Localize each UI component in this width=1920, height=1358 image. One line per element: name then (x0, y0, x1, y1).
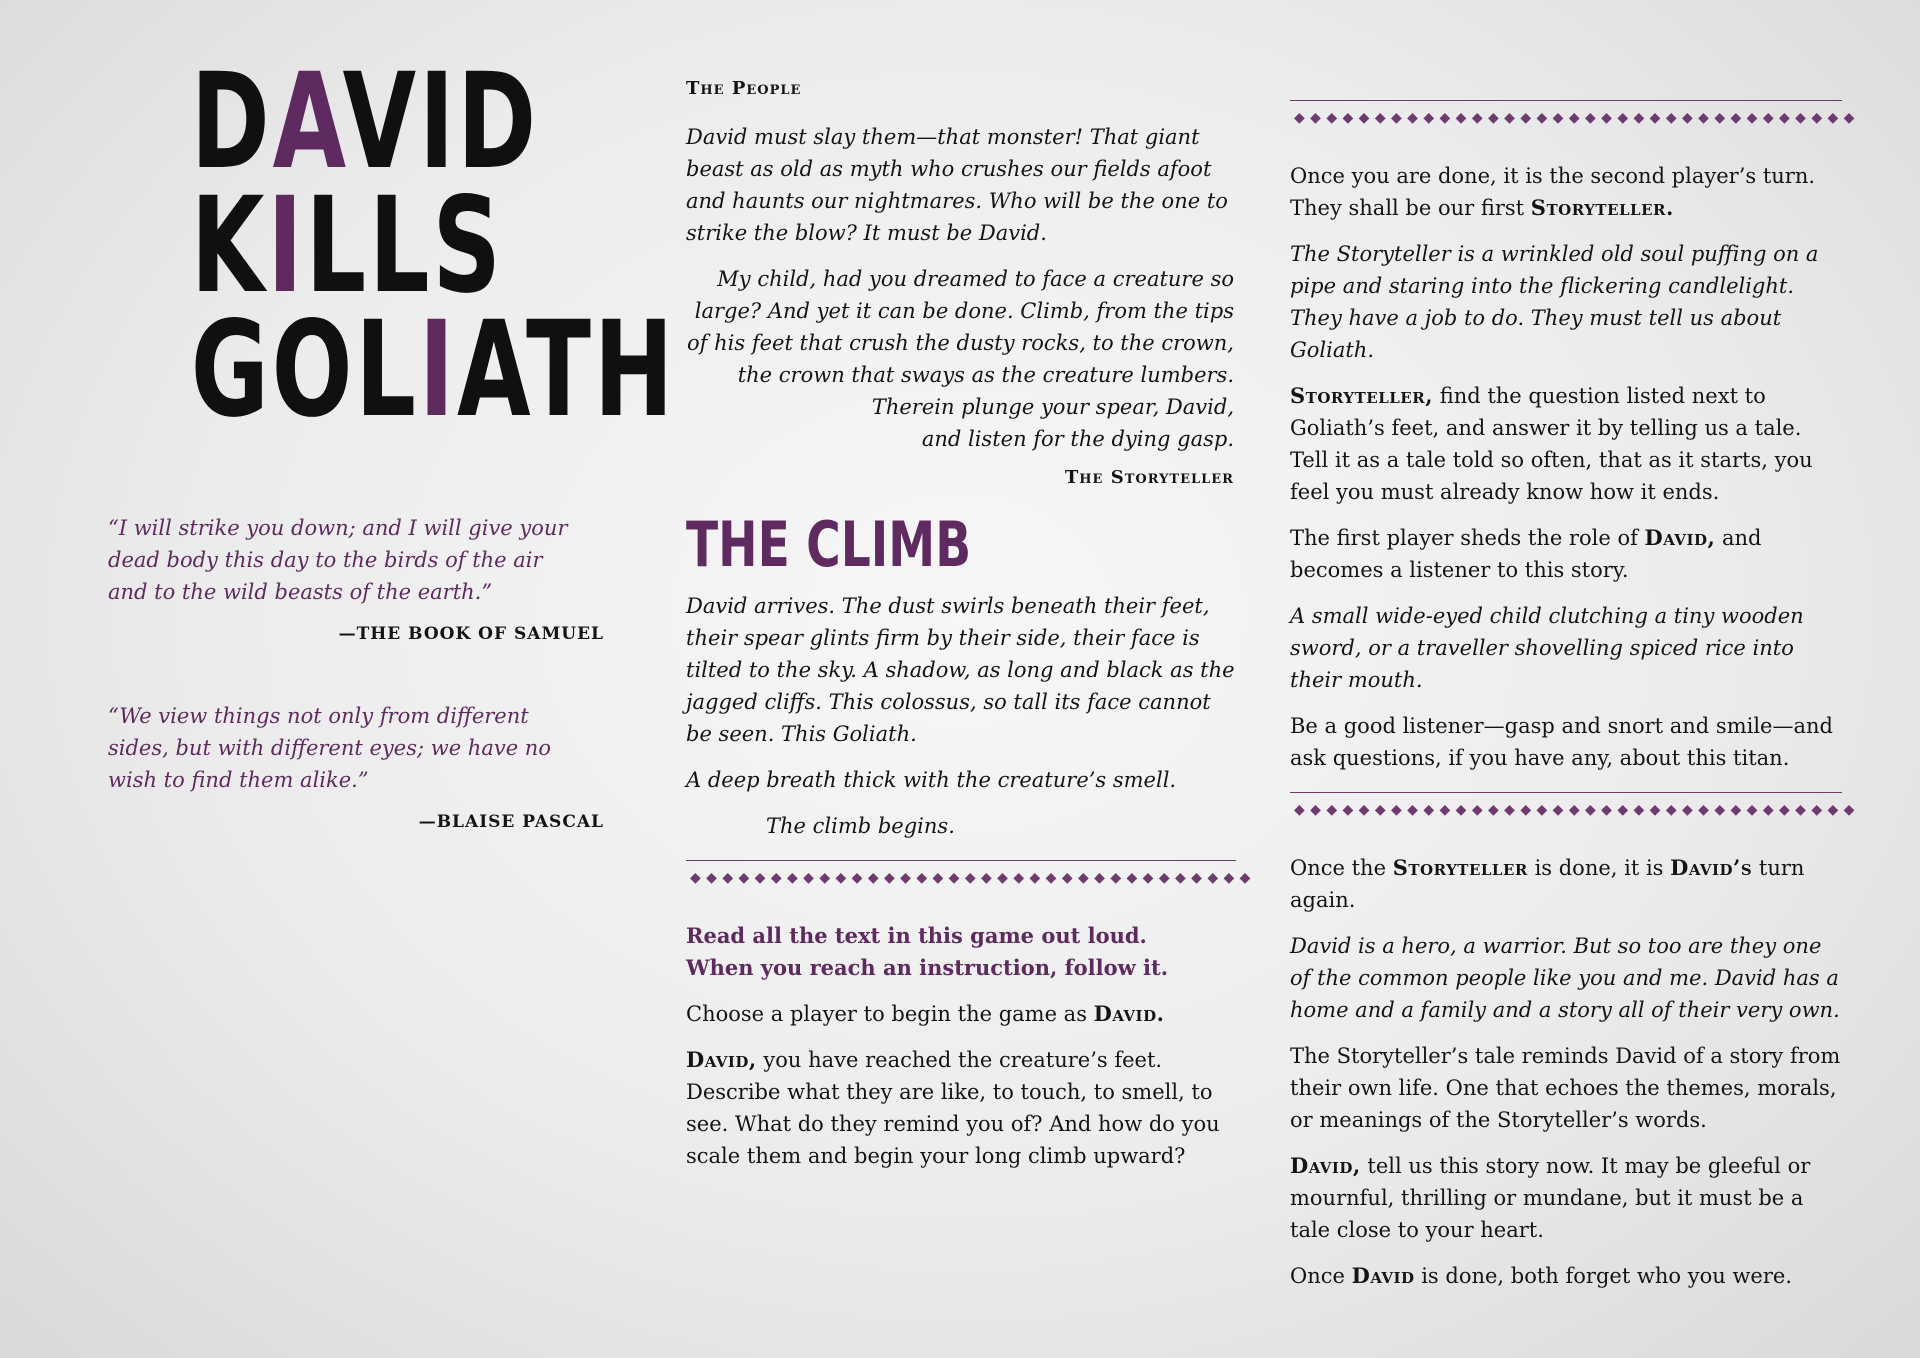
storyteller-instruction: Storyteller, find the question listed next to Goliath’s feet, and answer it by telling us a tale. Tell it as a tale told so often, that as it starts, you feel you must already know how it ends. (1290, 383, 1813, 504)
section-title-climb: THE CLIMB (686, 508, 972, 581)
feet-paragraph: David, you have reached the creature’s feet. Describe what they are like, to touch, to smell, to see. What do they remind you of? And how do you scale them and begin your long climb upward? (686, 1047, 1220, 1168)
divider-rule (1290, 792, 1842, 793)
epigraph-quote-samuel: “I will strike you down; and I will give your dead body this day to the birds of the air and to the wild beasts of the earth.” (108, 516, 568, 604)
instruction-line: Read all the text in this game out loud. (686, 923, 1147, 948)
divider-rule (686, 860, 1236, 861)
breath-paragraph: A deep breath thick with the creature’s smell. (686, 768, 1177, 792)
climb-paragraph: David arrives. The dust swirls beneath their feet, their spear glints firm by their side, their face is tilted to the sky. A shadow, as long and black as the jagged cliffs. This colossus, so tall its face cannot be seen. This Goliath. (686, 594, 1235, 746)
storyteller-poem (686, 263, 1234, 455)
poem-line: My child, had you dreamed to face a creature so (717, 267, 1234, 291)
instruction-callout (686, 920, 1236, 984)
tell-story-paragraph: David, tell us this story now. It may be gleeful or mournful, thrilling or mundane, but it must be a tale close to your heart. (1290, 1153, 1811, 1242)
epigraph-attribution-pascal: —BLAISE PASCAL (418, 812, 604, 832)
listener-role-paragraph: The first player sheds the role of David, and becomes a listener to this story. (1290, 525, 1762, 582)
reminds-paragraph: The Storyteller’s tale reminds David of a story from their own life. One that echoes the themes, morals, or meanings of the Storyteller’s words. (1290, 1044, 1841, 1132)
game-title (132, 45, 677, 447)
epigraph-quote-pascal: “We view things not only from different sides, but with different eyes; we have no wish to find them alike.” (108, 704, 551, 792)
title-line-3: GOLIATH (190, 293, 677, 447)
left-column (108, 45, 677, 838)
instruction-line: When you reach an instruction, follow it. (686, 955, 1169, 980)
divider-rule (1290, 100, 1842, 101)
begins-paragraph: The climb begins. (766, 814, 955, 838)
david-turn-paragraph: Once the Storyteller is done, it is David’s turn again. (1290, 855, 1805, 912)
poem-line: large? And yet it can be done. Climb, from the tips (694, 299, 1234, 323)
diamond-ornament-icon: ◆◆◆◆◆◆◆◆◆◆◆◆◆◆◆◆◆◆◆◆◆◆◆◆◆◆◆◆◆◆◆◆◆◆◆ (1294, 802, 1860, 818)
diamond-ornament-icon: ◆◆◆◆◆◆◆◆◆◆◆◆◆◆◆◆◆◆◆◆◆◆◆◆◆◆◆◆◆◆◆◆◆◆◆ (1294, 110, 1860, 126)
title-line-1: DAVID (190, 45, 540, 199)
title-line-2: KILLS (190, 169, 504, 323)
ornamental-divider (686, 860, 1256, 894)
people-paragraph: David must slay them—that monster! That giant beast as old as myth who crushes our fields afoot and haunts our nightmares. Who will be the one to strike the blow? It must be David. (686, 125, 1228, 245)
people-heading: The People (686, 78, 802, 99)
poem-line: Therein plunge your spear, David, (871, 395, 1234, 419)
good-listener-paragraph: Be a good listener—gasp and snort and smile—and ask questions, if you have any, about this titan. (1290, 714, 1833, 770)
right-column (1290, 100, 1860, 1306)
middle-column (686, 78, 1256, 1186)
diamond-ornament-icon: ◆◆◆◆◆◆◆◆◆◆◆◆◆◆◆◆◆◆◆◆◆◆◆◆◆◆◆◆◆◆◆◆◆◆◆ (690, 870, 1256, 886)
poem-line: the crown that sways as the creature lumbers. (737, 363, 1234, 387)
choose-player-paragraph: Choose a player to begin the game as David. (686, 1001, 1165, 1026)
poem-line: of his feet that crush the dusty rocks, to the crown, (687, 331, 1234, 355)
ornamental-divider (1290, 792, 1860, 826)
forget-paragraph: Once David is done, both forget who you were. (1290, 1263, 1792, 1288)
poem-line: and listen for the dying gasp. (921, 427, 1234, 451)
storyteller-description: The Storyteller is a wrinkled old soul puffing on a pipe and staring into the flickering candlelight. They have a job to do. They must tell us about Goliath. (1290, 242, 1819, 362)
second-player-paragraph: Once you are done, it is the second player’s turn. They shall be our first Storyteller. (1290, 164, 1816, 220)
ornamental-divider (1290, 100, 1860, 134)
epigraph-attribution-samuel: —THE BOOK OF SAMUEL (338, 624, 604, 644)
hero-paragraph: David is a hero, a warrior. But so too are they one of the common people like you and me. David has a home and a family and a story all of their very own. (1290, 934, 1840, 1022)
child-paragraph: A small wide-eyed child clutching a tiny wooden sword, or a traveller shovelling spiced rice into their mouth. (1290, 604, 1804, 692)
poem-attribution: The Storyteller (1064, 467, 1234, 488)
